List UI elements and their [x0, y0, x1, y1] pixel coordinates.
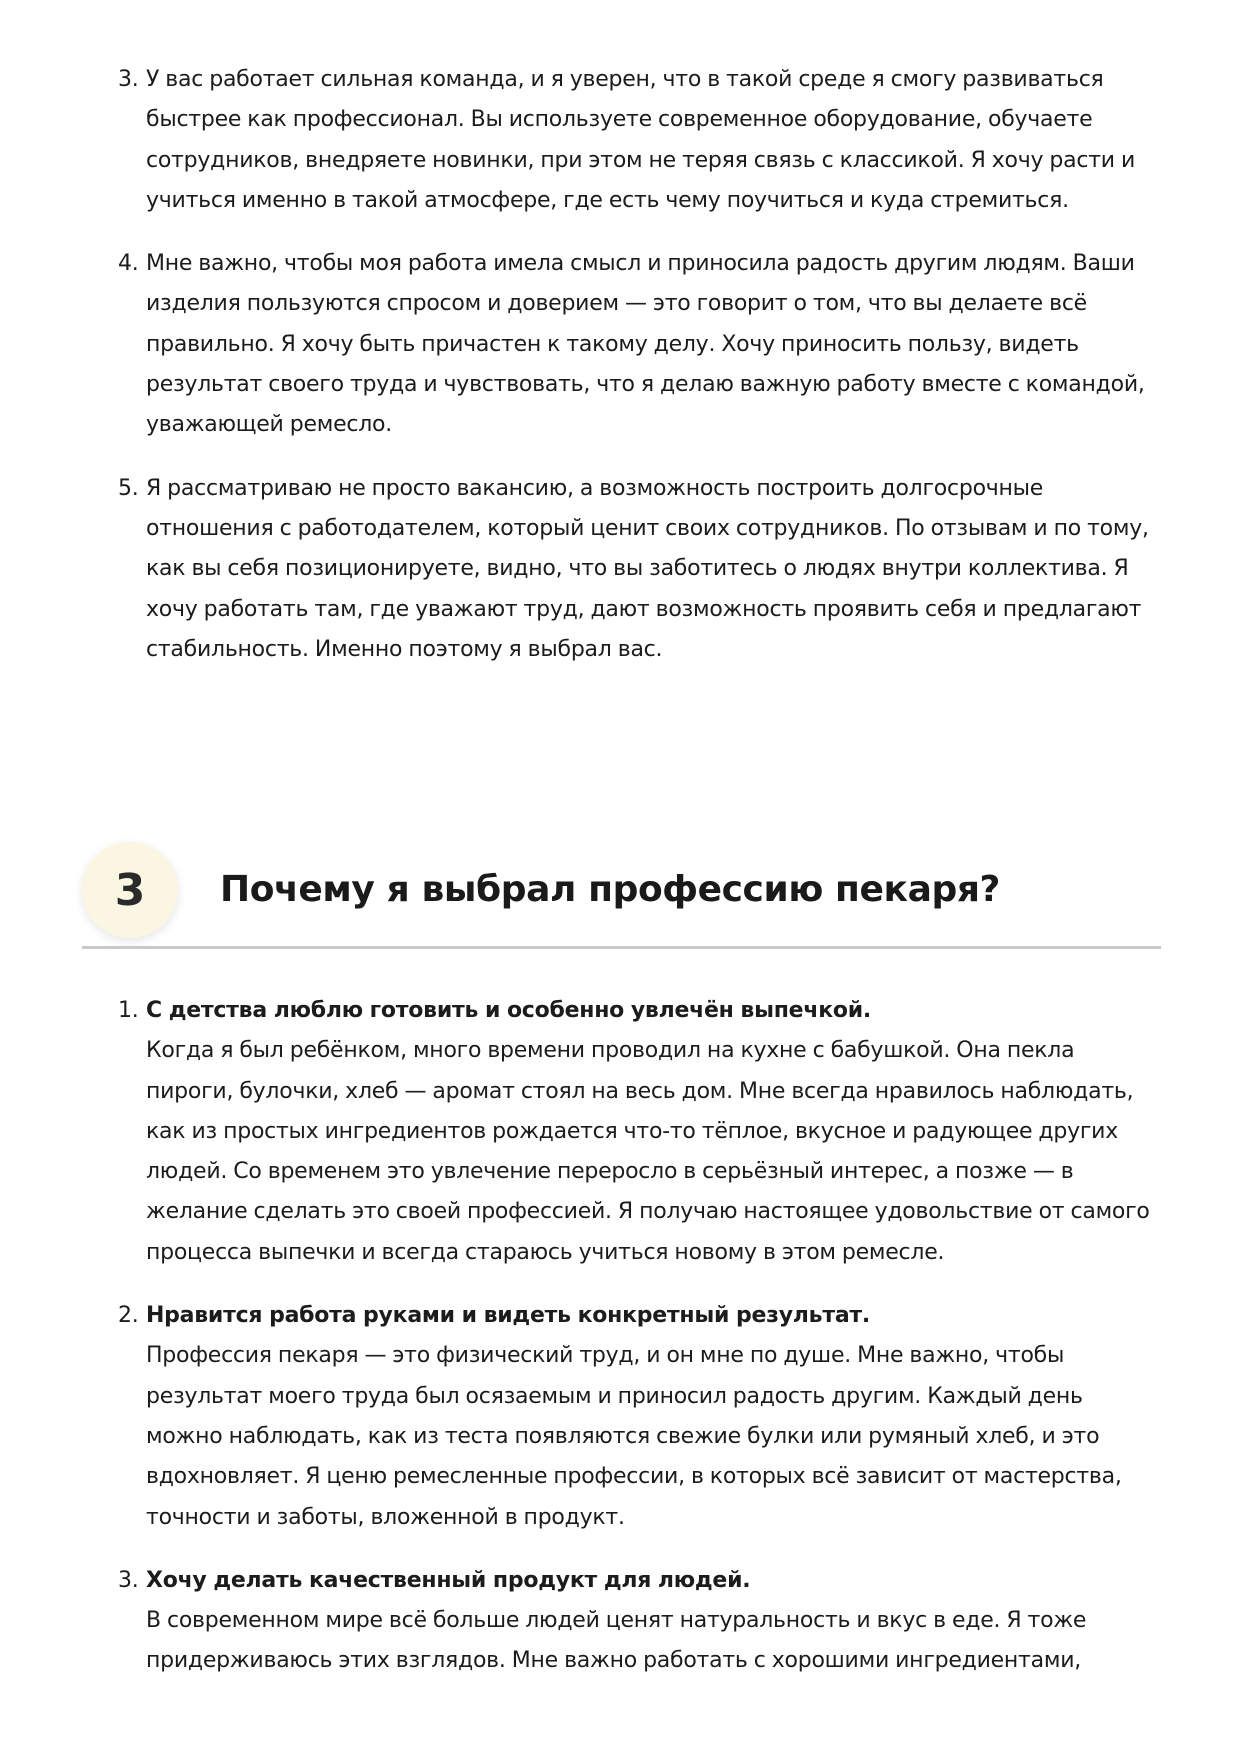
list-item-number: 2.	[118, 1303, 139, 1329]
list-item	[118, 60, 1161, 221]
list-item-number: 4.	[118, 251, 139, 277]
reasons-list-continued	[118, 60, 1161, 670]
section-title: Почему я выбрал профессию пекаря?	[220, 869, 1001, 910]
list-item-text: Когда я был ребёнком, много времени проводил на кухне с бабушкой. Она пекла пироги, булочки, хлеб — аромат стоял на весь дом. Мне всегда нравилось наблюдать, как из простых ингредиентов рождается что-то тёплое, вкусное и радующее других людей. Со временем это увлечение переросло в серьёзный интерес, а позже — в желание сделать это своей профессией. Я получаю настоящее удовольствие от самого процесса выпечки и всегда стараюсь учиться новому в этом ремесле.	[146, 1038, 1150, 1265]
list-item-title: Хочу делать качественный продукт для людей.	[146, 1567, 751, 1593]
list-item	[118, 244, 1161, 445]
profession-reasons-list	[118, 991, 1161, 1682]
list-item-text: Мне важно, чтобы моя работа имела смысл и приносила радость другим людям. Ваши изделия пользуются спросом и доверием — это говорит о том, что вы делаете всё правильно. Я хочу быть причастен к такому делу. Хочу приносить пользу, видеть результат своего труда и чувствовать, что я делаю важную работу вместе с командой, уважающей ремесло.	[146, 251, 1145, 438]
list-item	[118, 1561, 1161, 1682]
list-item	[118, 991, 1161, 1273]
section-number-badge: 3	[82, 842, 178, 938]
list-item-text: Я рассматриваю не просто вакансию, а возможность построить долгосрочные отношения с работодателем, который ценит своих сотрудников. По отзывам и по тому, как вы себя позиционируете, видно, что вы заботитесь о людях внутри коллектива. Я хочу работать там, где уважают труд, дают возможность проявить себя и предлагают стабильность. Именно поэтому я выбрал вас.	[146, 475, 1149, 662]
list-item-text: Профессия пекаря — это физический труд, и он мне по душе. Мне важно, чтобы результат моего труда был осязаемым и приносил радость другим. Каждый день можно наблюдать, как из теста появляются свежие булки или румяный хлеб, и это вдохновляет. Я ценю ремесленные профессии, в которых всё зависит от мастерства, точности и заботы, вложенной в продукт.	[146, 1343, 1122, 1530]
list-item-number: 1.	[118, 998, 139, 1023]
list-item-number: 3.	[118, 1567, 139, 1593]
list-item-number: 3.	[118, 67, 139, 92]
list-item	[118, 1296, 1161, 1538]
list-item-text: У вас работает сильная команда, и я уверен, что в такой среде я смогу развиваться быстрее как профессионал. Вы используете современное оборудование, обучаете сотрудников, внедряете новинки, при этом не теряя связь с классикой. Я хочу расти и учиться именно в такой атмосфере, где есть чему поучиться и куда стремиться.	[146, 67, 1136, 213]
list-item	[118, 469, 1161, 670]
section-divider	[82, 946, 1161, 949]
list-item-title: С детства люблю готовить и особенно увлечён выпечкой.	[146, 998, 872, 1023]
list-item-number: 5.	[118, 475, 139, 501]
list-item-title: Нравится работа руками и видеть конкретный результат.	[146, 1303, 871, 1329]
list-item-text: В современном мире всё больше людей ценят натуральность и вкус в еде. Я тоже придерживаюсь этих взглядов. Мне важно работать с хорошими ингредиентами,	[146, 1608, 1087, 1674]
section-header	[82, 842, 1161, 952]
